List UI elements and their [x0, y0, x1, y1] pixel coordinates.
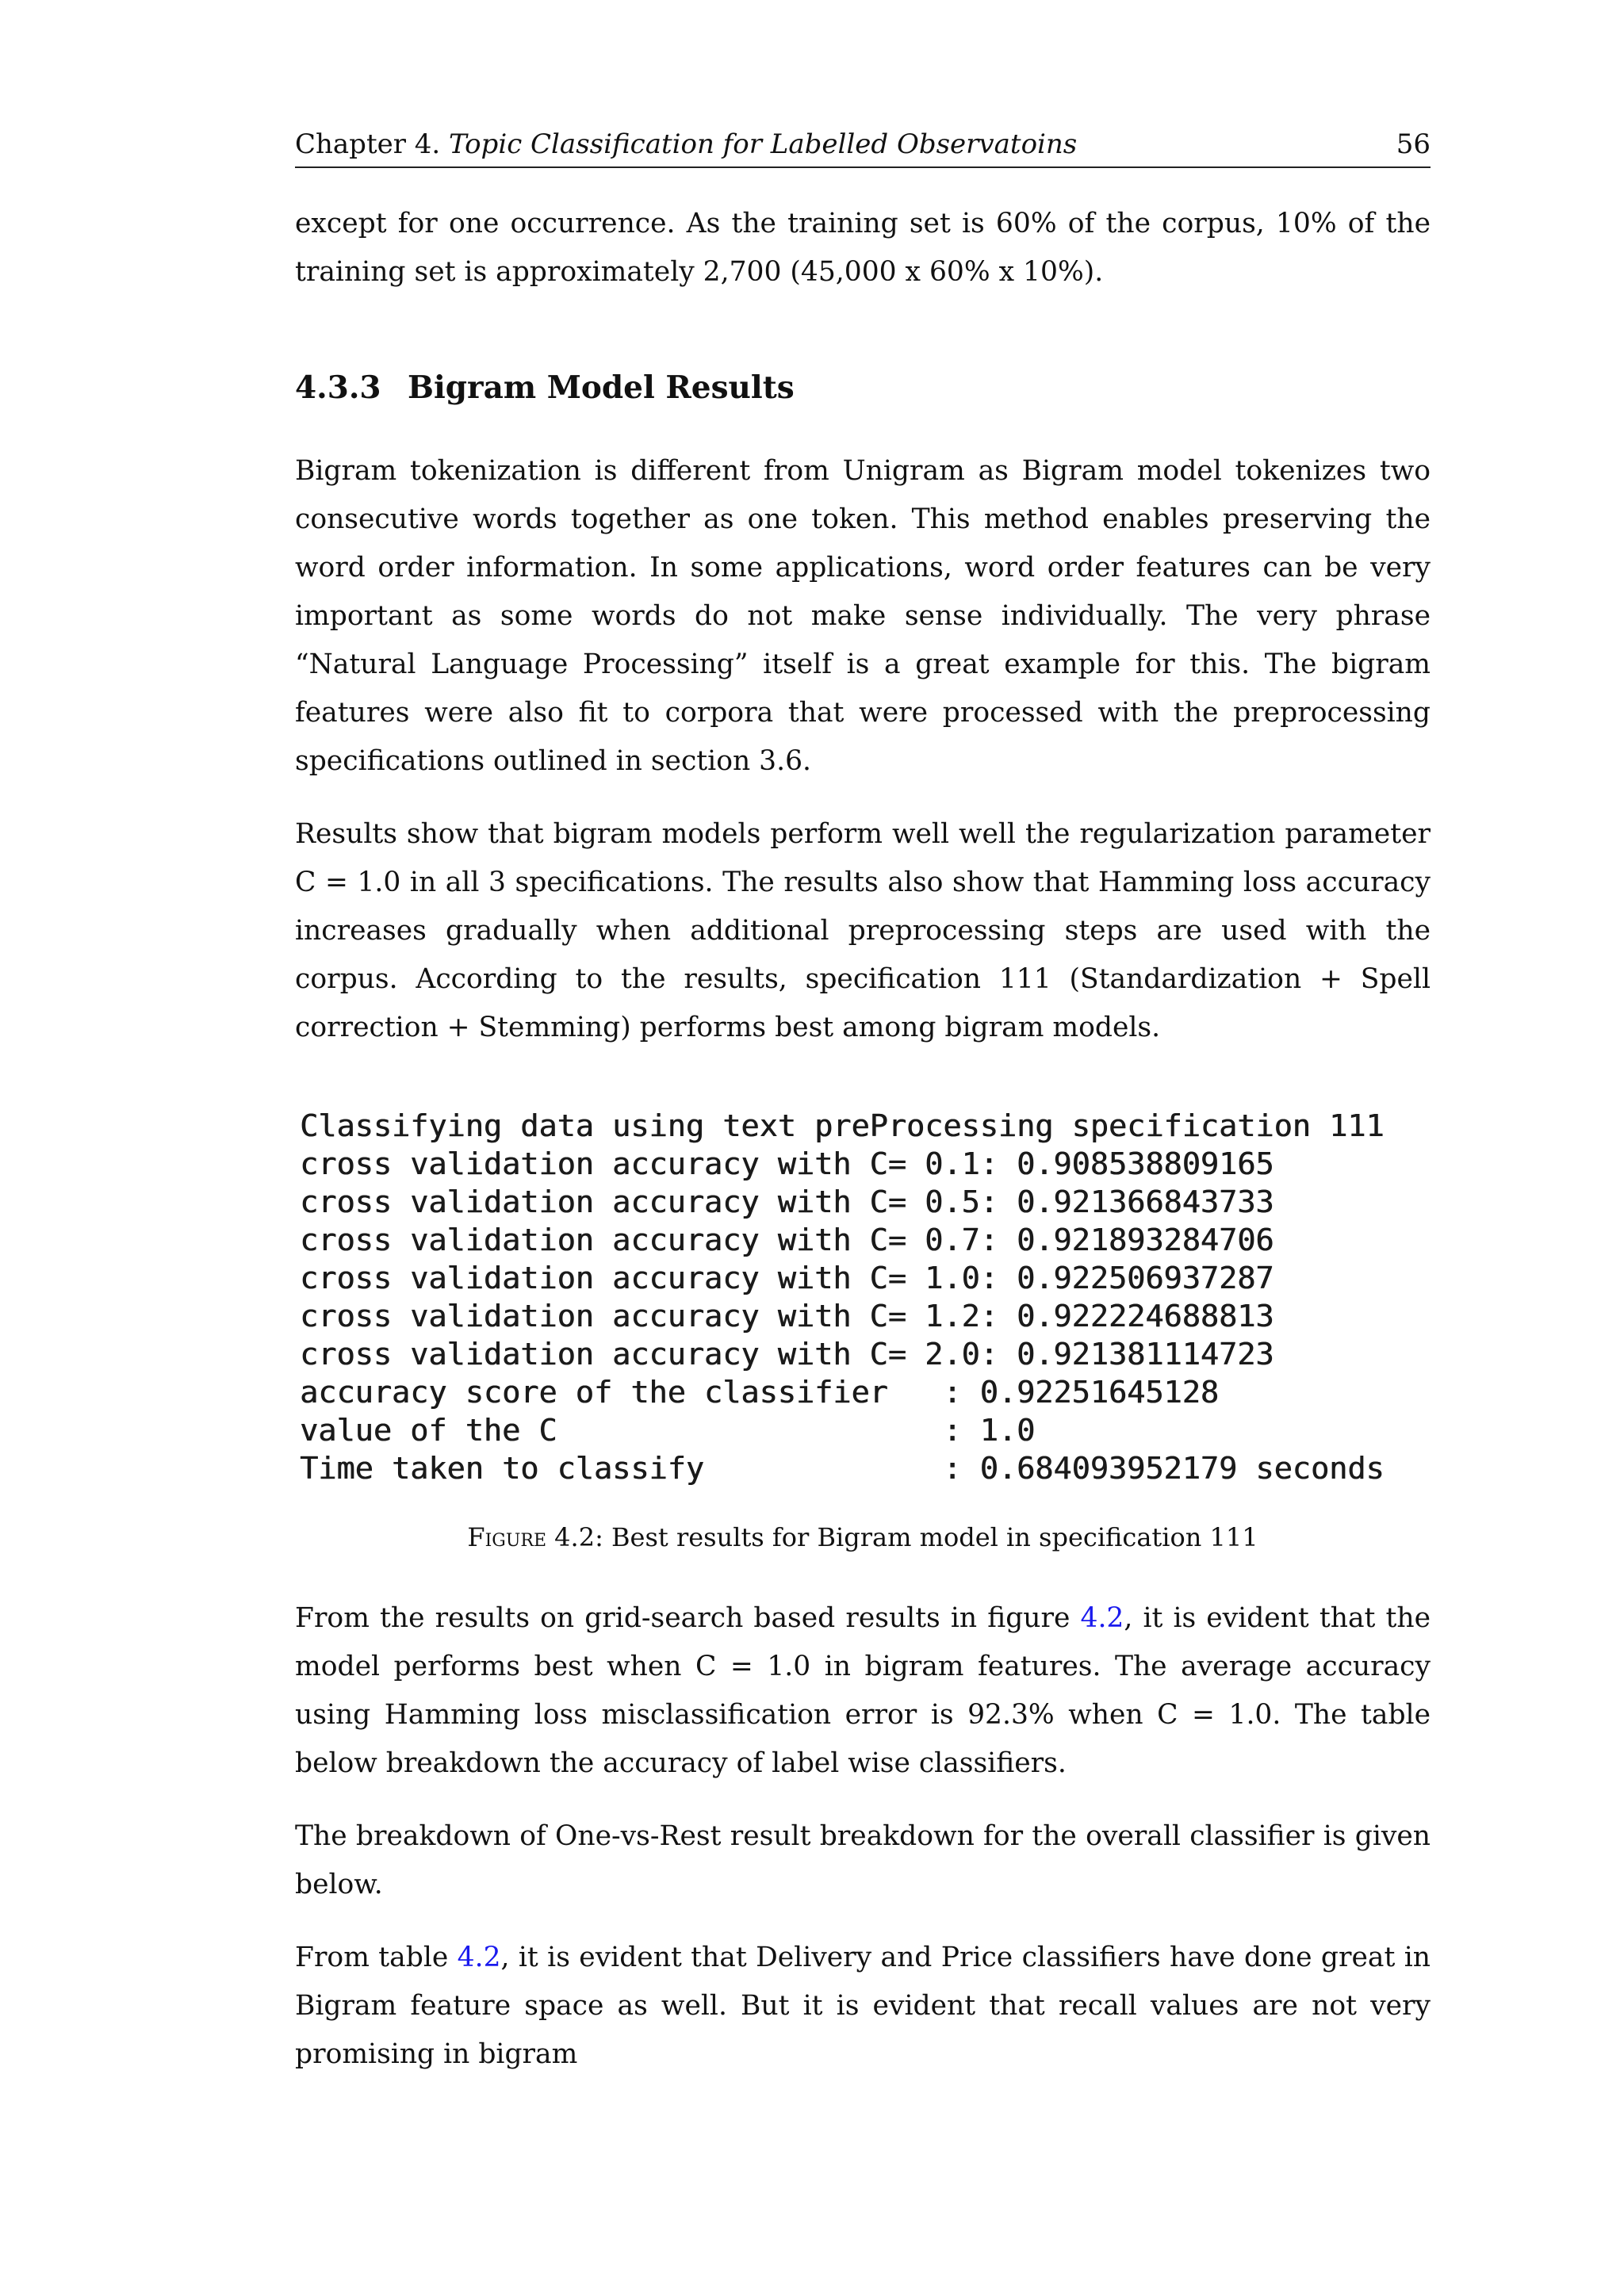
page-number: 56: [1396, 128, 1431, 160]
paragraph-intro: except for one occurrence. As the training set is 60% of the corpus, 10% of the training set is approximately 2,700 (45,000 x 60% x 10%).: [295, 208, 1431, 288]
console-cv-line: cross validation accuracy with C= 0.5: 0.921366843733: [300, 1184, 1274, 1220]
chapter-prefix: Chapter 4.: [295, 128, 441, 160]
section-heading: [295, 368, 1431, 408]
page: [295, 127, 1431, 2079]
figure-caption-text: Best results for Bigram model in specification 111: [603, 1522, 1258, 1552]
figure-reference-link[interactable]: 4.2: [1080, 1602, 1124, 1634]
paragraph-grid-search: [295, 1594, 1431, 1788]
section-number: 4.3.3: [295, 369, 381, 406]
table-reference-link[interactable]: 4.2: [457, 1942, 501, 1973]
paragraph-grid-search-text-cont: , it is evident that the model performs best when C = 1.0 in bigram features. The average accuracy using Hamming loss misclassification error is 92.3% when C = 1.0. The table below breakdown the accuracy of label wise classifiers.: [295, 1602, 1431, 1779]
paragraph-results: Results show that bigram models perform well well the regularization parameter C = 1.0 in all 3 specifications. The results also show that Hamming loss accuracy increases gradually when additional preprocessing steps are used with the corpus. According to the results, specification 111 (Standardization + Spell correction + Stemming) performs best among bigram models.: [295, 818, 1431, 1043]
figure-caption: [295, 1520, 1431, 1555]
console-summary-line: accuracy score of the classifier : 0.92251645128: [300, 1375, 1219, 1410]
console-title-line: Classifying data using text preProcessing specification 111: [300, 1108, 1385, 1144]
console-cv-line: cross validation accuracy with C= 2.0: 0.921381114723: [300, 1337, 1274, 1372]
chapter-heading: [295, 127, 1077, 162]
paragraph-table-text-cont: , it is evident that Delivery and Price classifiers have done great in Bigram feature space as well. But it is evident that recall values are not very promising in bigram: [295, 1942, 1431, 2070]
paragraph-breakdown: The breakdown of One-vs-Rest result breakdown for the overall classifier is given below.: [295, 1820, 1431, 1900]
running-header: [295, 127, 1431, 168]
paragraph-grid-search-text: From the results on grid-search based results in figure: [295, 1602, 1081, 1634]
console-summary-line: Time taken to classify : 0.684093952179 seconds: [300, 1451, 1385, 1487]
console-cv-line: cross validation accuracy with C= 0.1: 0.908538809165: [300, 1146, 1274, 1182]
console-cv-line: cross validation accuracy with C= 1.0: 0.922506937287: [300, 1261, 1274, 1296]
console-summary-line: value of the C : 1.0: [300, 1413, 1036, 1448]
paragraph-bigram-tokenization: Bigram tokenization is different from Unigram as Bigram model tokenizes two consecutive words together as one token. This method enables preserving the word order information. In some applications, word order features can be very important as some words do not make sense individually. The very phrase “Natural Language Processing” itself is a great example for this. The bigram features were also fit to corpora that were processed with the preprocessing specifications outlined in section 3.6.: [295, 455, 1431, 777]
figure-caption-label: Figure 4.2:: [467, 1522, 603, 1552]
console-cv-line: cross validation accuracy with C= 0.7: 0.921893284706: [300, 1223, 1274, 1258]
paragraph-table-discussion: [295, 1934, 1431, 2079]
chapter-title: Topic Classification for Labelled Observatoins: [449, 128, 1078, 160]
console-cv-line: cross validation accuracy with C= 1.2: 0.922224688813: [300, 1299, 1274, 1334]
paragraph-table-text: From table: [295, 1942, 458, 1973]
figure-console-output: [300, 1108, 1457, 1488]
section-title: Bigram Model Results: [408, 369, 795, 406]
